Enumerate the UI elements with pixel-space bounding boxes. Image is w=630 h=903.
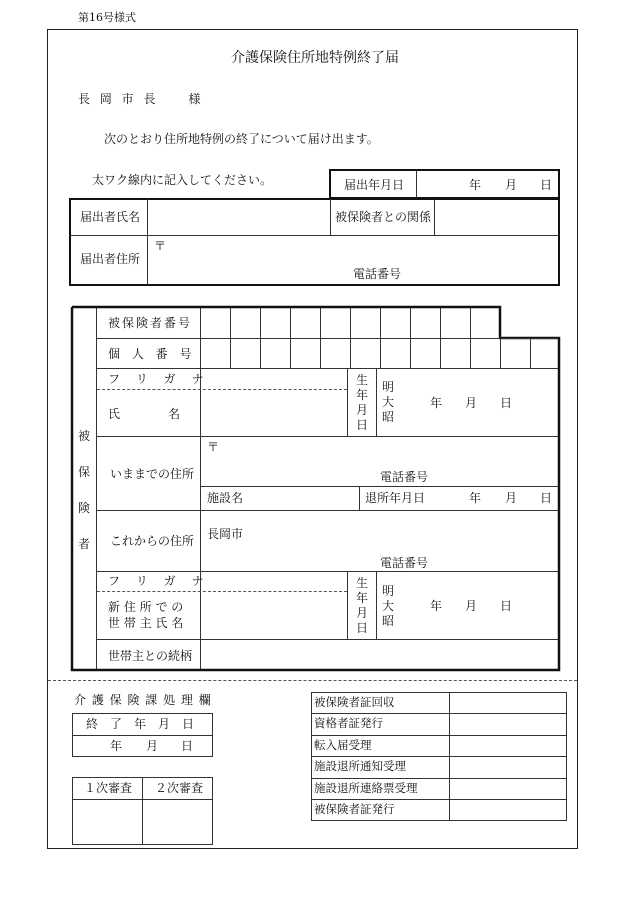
office-title: 介 護 保 険 課 処 理 欄 <box>74 693 212 707</box>
householder-name-field[interactable] <box>201 592 346 638</box>
checklist-check-column[interactable] <box>450 693 566 820</box>
prev-address-label: いままでの住所 <box>110 467 195 481</box>
birth-label-2: 年 <box>356 388 369 402</box>
name-label: 氏 名 <box>108 407 181 421</box>
end-month-label: 月 <box>146 739 159 753</box>
new-address-label: これからの住所 <box>110 534 195 548</box>
birth-month-label: 月 <box>465 396 478 410</box>
era2-meiji: 明 <box>382 584 395 598</box>
birth-label-3: 月 <box>356 403 369 417</box>
postal-mark: 〒 <box>154 239 167 253</box>
leave-date-label: 退所年月日 <box>365 491 426 505</box>
era2-taisho: 大 <box>382 599 395 613</box>
submission-year-label: 年 <box>469 178 482 192</box>
relationship-field[interactable] <box>201 640 558 668</box>
householder-label-1: 新 住 所 で の <box>108 600 184 614</box>
review2-label: ２次審査 <box>155 781 204 795</box>
checklist-item-1: 被保険者証回収 <box>314 695 395 709</box>
submitter-phone-label: 電話番号 <box>353 267 402 281</box>
review1-label: １次審査 <box>84 781 133 795</box>
prev-phone-label: 電話番号 <box>380 470 429 484</box>
birth-label-4: 日 <box>356 418 369 432</box>
insured-number-label: 被保険者番号 <box>108 316 193 330</box>
insured-side-label-2: 保 <box>78 465 91 479</box>
checklist-item-6: 被保険者証発行 <box>314 802 395 816</box>
personal-number-field[interactable] <box>201 339 558 367</box>
instruction-note: 太ワク線内に記入してください。 <box>92 173 273 187</box>
birth2-label-1: 生 <box>356 576 369 590</box>
checklist-item-5: 施設退所連絡票受理 <box>314 781 418 795</box>
name-field[interactable] <box>201 390 346 435</box>
new-phone-label: 電話番号 <box>380 556 429 570</box>
birth2-month-label: 月 <box>465 599 478 613</box>
leave-month-label: 月 <box>505 491 518 505</box>
submitter-name-label: 届出者氏名 <box>80 210 141 224</box>
birth-day-label: 日 <box>500 396 513 410</box>
page-title: 介護保険住所地特例終了届 <box>231 50 399 66</box>
relationship-label: 世帯主との続柄 <box>108 649 193 663</box>
insured-side-label-1: 被 <box>78 429 91 443</box>
submission-date-label: 届出年月日 <box>344 178 405 192</box>
householder-label-2: 世 帯 主 氏 名 <box>108 616 184 630</box>
end-year-label: 年 <box>110 739 123 753</box>
submission-month-label: 月 <box>505 178 518 192</box>
end-day-label: 日 <box>181 739 194 753</box>
era2-showa: 昭 <box>382 614 395 628</box>
submission-day-label: 日 <box>540 178 553 192</box>
review2-stamp-area[interactable] <box>143 800 212 844</box>
checklist-item-4: 施設退所通知受理 <box>314 759 406 773</box>
intro-text: 次のとおり住所地特例の終了について届け出ます。 <box>104 132 379 146</box>
insured-side-label-3: 険 <box>78 501 91 515</box>
form-number: 第16号様式 <box>78 11 136 24</box>
personal-number-label: 個 人 番 号 <box>108 347 196 361</box>
leave-year-label: 年 <box>469 491 482 505</box>
addressee: 長 岡 市 長 様 <box>78 92 204 106</box>
end-date-label: 終 了 年 月 日 <box>86 717 195 731</box>
furigana-label: フ リ ガ ナ <box>108 372 210 386</box>
birth-year-label: 年 <box>430 396 443 410</box>
facility-label: 施設名 <box>207 491 244 505</box>
birth2-year-label: 年 <box>430 599 443 613</box>
furigana2-field[interactable] <box>201 572 346 590</box>
facility-field[interactable] <box>250 487 358 509</box>
submitter-address-label: 届出者住所 <box>80 252 141 266</box>
birth2-label-3: 月 <box>356 606 369 620</box>
birth-label-1: 生 <box>356 373 369 387</box>
review1-stamp-area[interactable] <box>73 800 141 844</box>
birth2-label-4: 日 <box>356 621 369 635</box>
insured-number-field[interactable] <box>201 309 499 337</box>
birth2-label-2: 年 <box>356 591 369 605</box>
furigana2-label: フ リ ガ ナ <box>108 574 210 588</box>
furigana-field[interactable] <box>201 369 346 388</box>
relation-label: 被保険者との関係 <box>335 210 432 224</box>
checklist-item-2: 資格者証発行 <box>314 716 383 730</box>
prev-address-field[interactable] <box>201 437 558 485</box>
new-address-prefill: 長岡市 <box>207 527 244 541</box>
prev-postal-mark: 〒 <box>207 440 220 454</box>
era-showa: 昭 <box>382 410 395 424</box>
era-meiji: 明 <box>382 380 395 394</box>
birth2-day-label: 日 <box>500 599 513 613</box>
insured-side-label-4: 者 <box>78 537 91 551</box>
new-address-field[interactable] <box>201 511 558 570</box>
era-taisho: 大 <box>382 395 395 409</box>
checklist-item-3: 転入届受理 <box>314 738 372 752</box>
leave-day-label: 日 <box>540 491 553 505</box>
